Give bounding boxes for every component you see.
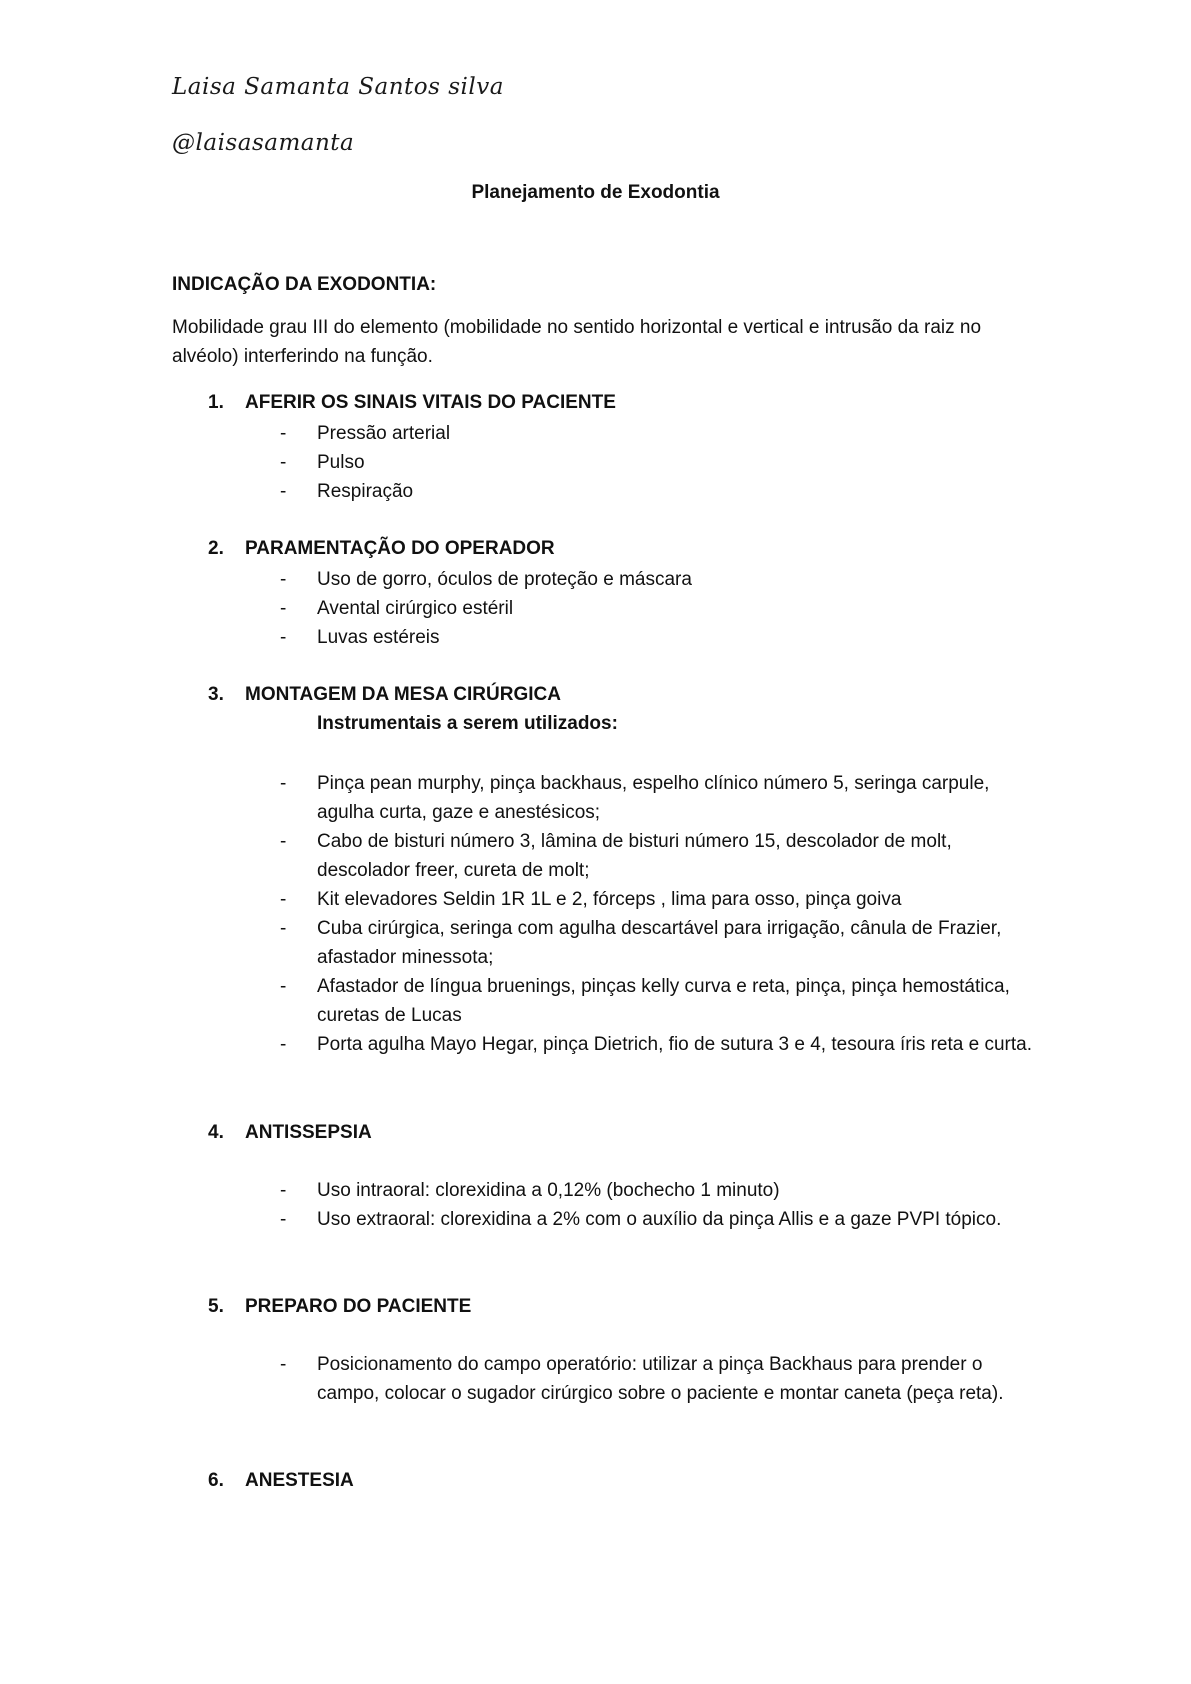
list-item-text: Luvas estéreis <box>317 627 440 648</box>
list-item <box>280 827 1040 885</box>
bullet-dash: - <box>280 831 287 852</box>
section-6-heading <box>208 1470 354 1492</box>
list-item-text: Pressão arterial <box>317 423 451 444</box>
section-title: AFERIR OS SINAIS VITAIS DO PACIENTE <box>245 392 616 413</box>
section-number: 6. <box>208 1470 224 1491</box>
list-item <box>280 448 1040 477</box>
bullet-dash: - <box>280 627 287 648</box>
author-handle: @laisasamanta <box>172 130 355 156</box>
bullet-dash: - <box>280 598 287 619</box>
list-item-text: Uso intraoral: clorexidina a 0,12% (bochecho 1 minuto) <box>317 1180 780 1201</box>
list-item <box>280 594 1040 623</box>
bullet-dash: - <box>280 1180 287 1201</box>
list-item-text: Posicionamento do campo operatório: utilizar a pinça Backhaus para prender o campo, colocar o sugador cirúrgico sobre o paciente e montar caneta (peça reta). <box>317 1354 1004 1404</box>
list-item-text: Avental cirúrgico estéril <box>317 598 514 619</box>
section-title: PARAMENTAÇÃO DO OPERADOR <box>245 538 555 559</box>
section-2-heading <box>208 538 555 560</box>
section-title: ANTISSEPSIA <box>245 1122 372 1143</box>
list-item <box>280 565 1040 594</box>
list-item <box>280 769 1040 827</box>
bullet-dash: - <box>280 889 287 910</box>
bullet-dash: - <box>280 1034 287 1055</box>
section-3-list <box>280 769 1040 1059</box>
list-item <box>280 477 1040 506</box>
section-1-list <box>280 419 1040 506</box>
bullet-dash: - <box>280 569 287 590</box>
list-item <box>280 885 1040 914</box>
indication-heading: INDICAÇÃO DA EXODONTIA: <box>172 274 437 295</box>
page-title: Planejamento de Exodontia <box>471 182 720 203</box>
list-item-text: Afastador de língua bruenings, pinças kelly curva e reta, pinça, pinça hemostática, curetas de Lucas <box>317 976 1010 1026</box>
list-item-text: Cuba cirúrgica, seringa com agulha descartável para irrigação, cânula de Frazier, afastador minessota; <box>317 918 1002 968</box>
list-item-text: Respiração <box>317 481 414 502</box>
bullet-dash: - <box>280 773 287 794</box>
list-item <box>280 419 1040 448</box>
bullet-dash: - <box>280 481 287 502</box>
list-item <box>280 623 1040 652</box>
bullet-dash: - <box>280 976 287 997</box>
bullet-dash: - <box>280 1354 287 1375</box>
list-item <box>280 1030 1040 1059</box>
section-2-list <box>280 565 1040 652</box>
section-title: ANESTESIA <box>245 1470 354 1491</box>
list-item-text: Pulso <box>317 452 365 473</box>
section-4-list <box>280 1176 1040 1234</box>
section-number: 4. <box>208 1122 224 1143</box>
list-item-text: Cabo de bisturi número 3, lâmina de bisturi número 15, descolador de molt, descolador freer, cureta de molt; <box>317 831 952 881</box>
section-number: 5. <box>208 1296 224 1317</box>
section-4-heading <box>208 1122 372 1144</box>
list-item-text: Uso extraoral: clorexidina a 2% com o auxílio da pinça Allis e a gaze PVPI tópico. <box>317 1209 1002 1230</box>
indication-text: Mobilidade grau III do elemento (mobilidade no sentido horizontal e vertical e intrusão da raiz no alvéolo) interferindo na função. <box>172 317 982 367</box>
list-item-text: Pinça pean murphy, pinça backhaus, espelho clínico número 5, seringa carpule, agulha curta, gaze e anestésicos; <box>317 773 990 823</box>
list-item-text: Uso de gorro, óculos de proteção e máscara <box>317 569 692 590</box>
author-name: Laisa Samanta Santos silva <box>172 74 504 100</box>
bullet-dash: - <box>280 918 287 939</box>
section-3-subtitle: Instrumentais a serem utilizados: <box>317 713 618 734</box>
list-item <box>280 1176 1040 1205</box>
section-3-heading <box>208 684 561 706</box>
section-number: 1. <box>208 392 224 413</box>
section-title: PREPARO DO PACIENTE <box>245 1296 472 1317</box>
list-item-text: Kit elevadores Seldin 1R 1L e 2, fórceps , lima para osso, pinça goiva <box>317 889 902 910</box>
section-1-heading <box>208 392 616 414</box>
bullet-dash: - <box>280 452 287 473</box>
bullet-dash: - <box>280 1209 287 1230</box>
list-item <box>280 914 1040 972</box>
section-5-list <box>280 1350 1040 1408</box>
list-item-text: Porta agulha Mayo Hegar, pinça Dietrich, fio de sutura 3 e 4, tesoura íris reta e curta. <box>317 1034 1032 1055</box>
section-number: 2. <box>208 538 224 559</box>
list-item <box>280 972 1040 1030</box>
list-item <box>280 1350 1040 1408</box>
bullet-dash: - <box>280 423 287 444</box>
section-title: MONTAGEM DA MESA CIRÚRGICA <box>245 684 561 705</box>
list-item <box>280 1205 1040 1234</box>
section-5-heading <box>208 1296 471 1318</box>
section-number: 3. <box>208 684 224 705</box>
